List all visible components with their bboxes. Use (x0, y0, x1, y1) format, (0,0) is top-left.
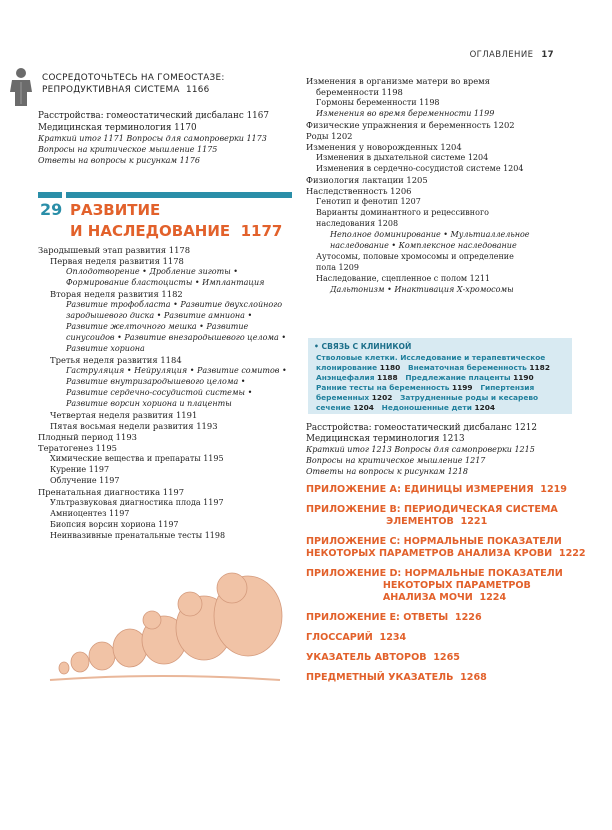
appendix-d-cont2[interactable]: АНАЛИЗА МОЧИ 1224 (306, 592, 507, 603)
toc-entry[interactable]: Ответы на вопросы к рисункам 1176 (38, 156, 200, 165)
focus-homeostasis-title (42, 72, 225, 96)
clinic-line[interactable] (316, 393, 538, 402)
focus-title-line1: СОСРЕДОТОЧЬТЕСЬ НА ГОМЕОСТАЗЕ: (42, 73, 225, 83)
toc-entry[interactable]: Вопросы на критическое мышление 1175 (38, 145, 218, 154)
author-index[interactable]: УКАЗАТЕЛЬ АВТОРОВ 1265 (306, 652, 460, 663)
toc-entry[interactable]: Наследственность 1206 (306, 186, 412, 196)
clinic-page: 1180 (379, 363, 401, 372)
toc-subentry[interactable]: Развитие желточного мешка • Развитие (66, 322, 249, 331)
toc-entry[interactable]: Изменения в дыхательной системе 1204 (316, 153, 489, 162)
toc-subentry[interactable]: наследование • Комплексное наследование (330, 241, 517, 250)
focus-page: 1166 (185, 85, 210, 95)
chapter-page: 1177 (240, 222, 283, 240)
clinic-line[interactable] (316, 373, 534, 382)
toc-entry[interactable]: Ответы на вопросы к рисункам 1218 (306, 467, 468, 476)
toc-subentry[interactable]: синусоидов • Развитие внезародышевого целома • (66, 333, 287, 342)
toc-entry[interactable]: Третья неделя развития 1184 (50, 355, 182, 365)
running-header-section: ОГЛАВЛЕНИЕ (469, 50, 534, 60)
toc-entry[interactable]: Роды 1202 (306, 131, 353, 141)
toc-entry[interactable]: Медицинская терминология 1213 (306, 434, 465, 444)
toc-subentry[interactable]: Развитие внутризародышевого целома • (66, 377, 246, 386)
toc-subentry[interactable]: Развитие ворсин хориона и плаценты (66, 399, 232, 408)
toc-entry[interactable]: Физиология лактации 1205 (306, 175, 428, 185)
toc-entry[interactable]: Изменения у новорожденных 1204 (306, 142, 462, 152)
toc-entry[interactable]: Пренатальная диагностика 1197 (38, 487, 185, 497)
chapter-number: 29 (40, 200, 63, 219)
toc-entry[interactable]: Амниоцентез 1197 (50, 509, 130, 518)
clinic-line[interactable] (316, 353, 545, 362)
toc-entry[interactable]: Химические вещества и препараты 1195 (50, 454, 224, 463)
appendix-d[interactable]: ПРИЛОЖЕНИЕ D: НОРМАЛЬНЫЕ ПОКАЗАТЕЛИ (306, 568, 563, 579)
toc-entry[interactable]: Расстройства: гомеостатический дисбаланс 1167 (38, 111, 269, 121)
human-figure-icon (6, 66, 36, 108)
chapter-bar-right (66, 192, 292, 198)
toc-entry[interactable]: Физические упражнения и беременность 1202 (306, 120, 515, 130)
clinic-page: 1199 (452, 383, 473, 392)
toc-entry[interactable]: Тератогенез 1195 (38, 443, 117, 453)
clinic-line[interactable] (316, 403, 495, 412)
toc-entry[interactable]: Генотип и фенотип 1207 (316, 197, 421, 206)
toc-subentry[interactable]: Развитие сердечно-сосудистой системы • (66, 388, 253, 397)
toc-entry[interactable]: Четвертая неделя развития 1191 (50, 410, 198, 420)
toc-entry[interactable]: Медицинская терминология 1170 (38, 123, 197, 133)
toc-subentry[interactable]: Развитие хориона (66, 344, 145, 353)
clinic-topic[interactable]: Анэнцефалия (316, 373, 375, 382)
appendix-e[interactable]: ПРИЛОЖЕНИЕ E: ОТВЕТЫ 1226 (306, 612, 482, 623)
toc-entry[interactable]: Краткий итог 1213 Вопросы для самопроверки 1215 (306, 445, 535, 454)
toc-entry[interactable]: Варианты доминантного и рецессивного (316, 208, 489, 217)
toc-subentry[interactable]: Формирование бластоцисты • Имплантация (66, 278, 265, 287)
subject-index[interactable]: ПРЕДМЕТНЫЙ УКАЗАТЕЛЬ 1268 (306, 672, 487, 683)
running-header (470, 50, 554, 60)
clinic-topic[interactable]: Гипертензия (480, 383, 535, 392)
chapter-title[interactable] (70, 200, 282, 242)
toc-entry[interactable]: Краткий итог 1171 Вопросы для самопроверки 1173 (38, 134, 267, 143)
appendix-c-cont[interactable]: НЕКОТОРЫХ ПАРАМЕТРОВ АНАЛИЗА КРОВИ 1222 (306, 548, 586, 559)
toc-subentry[interactable]: Развитие трофобласта • Развитие двухслойного (66, 300, 283, 309)
appendix-d-cont[interactable]: НЕКОТОРЫХ ПАРАМЕТРОВ (306, 580, 531, 591)
toc-subentry[interactable]: Неполное доминирование • Мультиаллельное (330, 230, 530, 239)
clinic-page: 1204 (353, 403, 374, 412)
toc-entry[interactable]: Неинвазивные пренатальные тесты 1198 (50, 531, 226, 540)
appendix-a[interactable]: ПРИЛОЖЕНИЕ A: ЕДИНИЦЫ ИЗМЕРЕНИЯ 1219 (306, 484, 567, 495)
toc-entry[interactable]: Расстройства: гомеостатический дисбаланс 1212 (306, 423, 537, 433)
chapter-title-line1: РАЗВИТИЕ (70, 201, 161, 219)
chapter-bar-left (38, 192, 62, 198)
clinic-page: 1182 (529, 363, 550, 372)
focus-title-line2: РЕПРОДУКТИВНАЯ СИСТЕМА (42, 85, 180, 95)
toc-subentry[interactable]: зародышевого диска • Развитие амниона • (66, 311, 253, 320)
clinical-connection-title: • СВЯЗЬ С КЛИНИКОЙ (314, 342, 412, 351)
clinic-topic[interactable]: Ранние тесты на беременность (316, 383, 450, 392)
clinic-topic[interactable]: клонирование (316, 363, 378, 372)
toc-entry[interactable]: беременности 1198 (316, 87, 403, 97)
clinic-topic[interactable]: Недоношенные дети (381, 403, 472, 412)
toc-entry[interactable]: Ультразвуковая диагностика плода 1197 (50, 498, 224, 507)
toc-entry[interactable]: Гормоны беременности 1198 (316, 98, 440, 107)
toc-subentry[interactable]: Гаструляция • Нейруляция • Развитие сомитов • (66, 366, 287, 375)
appendix-b-cont[interactable]: ЭЛЕМЕНТОВ 1221 (306, 516, 488, 527)
clinic-topic[interactable]: Стволовые клетки. Исследование и терапевтическое (316, 353, 546, 362)
chapter-title-line2: И НАСЛЕДОВАНИЕ (70, 222, 231, 240)
clinic-topic[interactable]: Затрудненные роды и кесарево (400, 393, 539, 402)
toc-subentry[interactable]: Оплодотворение • Дробление зиготы • (66, 267, 238, 276)
fetal-development-illustration (40, 570, 290, 690)
toc-entry[interactable]: Плодный период 1193 (38, 432, 137, 442)
toc-entry[interactable]: Первая неделя развития 1178 (50, 256, 184, 266)
toc-entry[interactable]: Пятая восьмая недели развития 1193 (50, 421, 218, 431)
clinic-topic[interactable]: Внематочная беременность (408, 363, 527, 372)
toc-entry[interactable]: Аутосомы, половые хромосомы и определение (316, 252, 514, 261)
toc-entry[interactable]: Биопсия ворсин хориона 1197 (50, 520, 179, 529)
toc-entry[interactable]: Вторая неделя развития 1182 (50, 289, 183, 299)
toc-subentry[interactable]: Дальтонизм • Инактивация Х-хромосомы (330, 285, 514, 294)
toc-entry[interactable]: Наследование, сцепленное с полом 1211 (316, 274, 491, 283)
toc-entry[interactable]: пола 1209 (316, 263, 359, 272)
clinic-page: 1202 (371, 393, 393, 402)
clinic-page: 1190 (513, 373, 534, 382)
toc-entry[interactable]: Зародышевый этап развития 1178 (38, 245, 191, 255)
toc-subentry[interactable]: Изменения во время беременности 1199 (316, 109, 495, 118)
clinic-topic[interactable]: Предлежание плаценты (405, 373, 511, 382)
clinic-topic[interactable]: беременных (316, 393, 370, 402)
glossary[interactable]: ГЛОССАРИЙ 1234 (306, 632, 407, 643)
toc-entry[interactable]: Изменения в сердечно-сосудистой системе 1204 (316, 164, 524, 173)
toc-entry[interactable]: Курение 1197 (50, 465, 110, 474)
toc-entry[interactable]: Облучение 1197 (50, 476, 120, 485)
appendix-b[interactable]: ПРИЛОЖЕНИЕ B: ПЕРИОДИЧЕСКАЯ СИСТЕМА (306, 504, 558, 515)
clinic-page: 1204 (474, 403, 496, 412)
clinic-page: 1188 (377, 373, 398, 382)
appendix-c[interactable]: ПРИЛОЖЕНИЕ C: НОРМАЛЬНЫЕ ПОКАЗАТЕЛИ (306, 536, 562, 547)
clinical-connection-box (308, 338, 572, 414)
toc-entry[interactable]: Вопросы на критическое мышление 1217 (306, 456, 486, 465)
toc-entry[interactable]: наследования 1208 (316, 219, 399, 228)
page-number: 17 (541, 50, 554, 60)
toc-entry[interactable]: Изменения в организме матери во время (306, 76, 490, 86)
clinic-line[interactable] (316, 383, 534, 392)
clinic-line[interactable] (316, 363, 550, 372)
clinic-topic[interactable]: сечение (316, 403, 351, 412)
